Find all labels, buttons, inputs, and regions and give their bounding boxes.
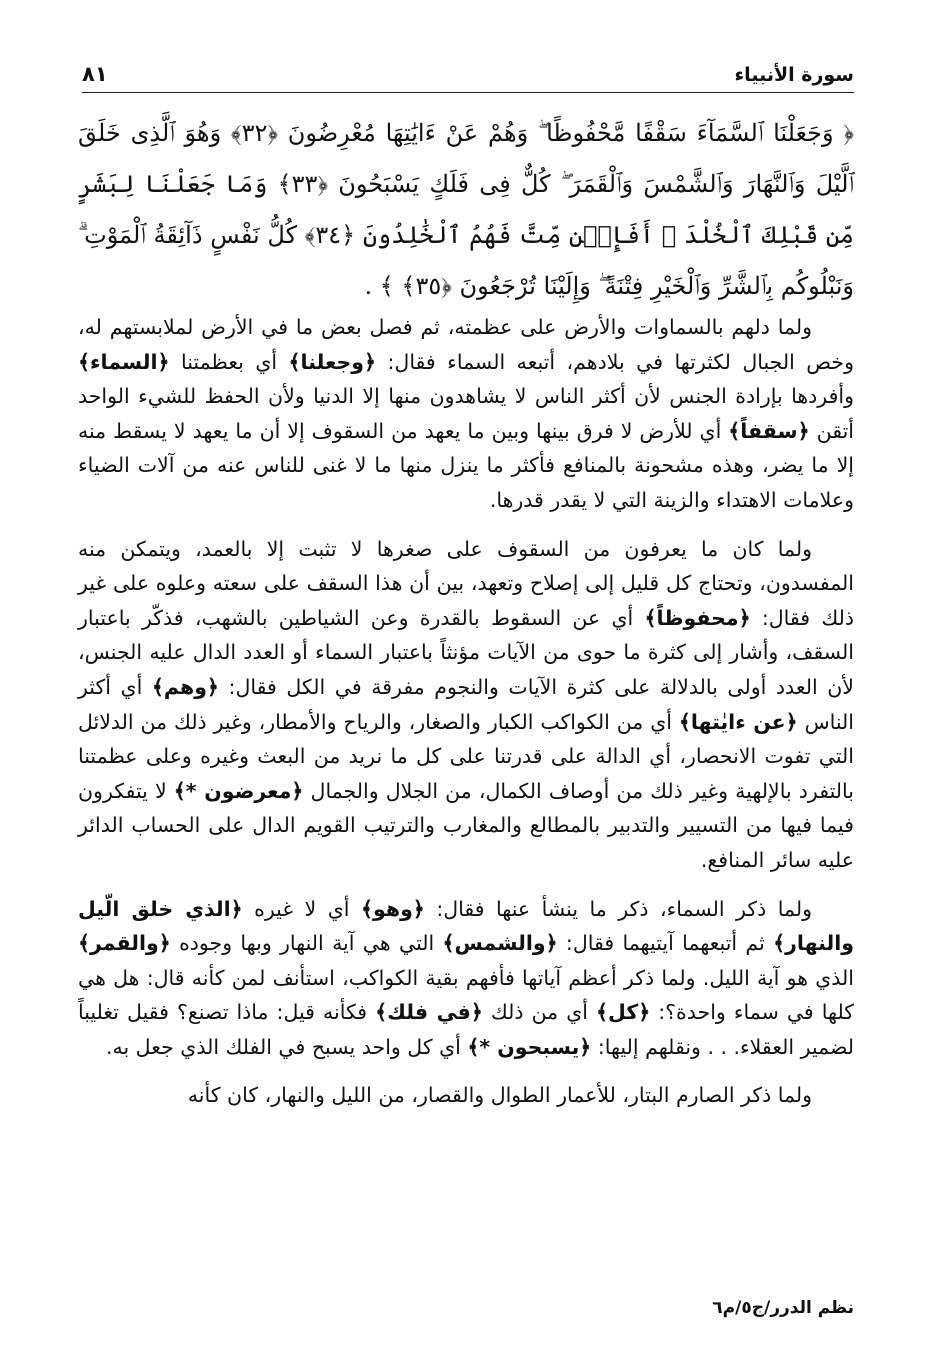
paragraph-2 [78,532,854,878]
text-run: أي لا غيره [242,896,361,921]
quran-citation: ﴿والقمر﴾ [78,931,171,956]
quran-citation: ﴿عن ءايٰتها﴾ [678,709,798,734]
text-run: أي من ذلك [482,1000,596,1025]
paragraph-1 [78,310,854,518]
text-run: أي للأرض لا فرق بينها وبين ما يعهد من السقوف إلا أن ما يعهد لا يسقط منه إلا ما يضر، وهذه مشحونة بالمنافع فأكثر ما ينزل منها ما لا غنى للناس عنه من آلات الضياء وعلامات الاهتداء والزينة التي لا يقدر قدرها. [78,418,854,512]
surah-title: سورة الأنبياء [734,64,854,86]
text-run: أي من الكواكب الكبار والصغار، والرياح والأمطار، وغير ذلك من الدلائل التي تفوت الانحصار، أي الدالة على قدرتنا على كل ما نريد من البعث وغيره وعلى عظمتنا بالتفرد بالإلهية وغير ذلك من أوصاف الكمال، من الجلال والجمال [78,709,854,803]
text-run: ولما كان ما يعرفون من السقوف على صغرها لا تثبت إلا بالعمد، ويتمكن منه المفسدون، وتحتاج كل قليل إلى إصلاح وتعهد، بين أن هذا السقف على سعته وعلوه على غير ذلك فقال: [78,536,854,630]
text-run: فكأنه قيل: ماذا تصنع؟ فقيل تغليباً لضمير العقلاء. . . ونقلهم إليها: [78,1000,854,1059]
footer-signature: نظم الدرر/ج٥/م٦ [712,1298,854,1318]
text-run: ولما دلهم بالسماوات والأرض على عظمته، ثم فصل بعض ما في الأرض لملابستهم له، وخص الجبال لكثرتها في بلادهم، أتبعه السماء فقال: [78,315,854,374]
commentary-text [78,310,854,1127]
quran-verses: ﴿ وَجَعَلْنَا ٱلسَّمَآءَ سَقْفًا مَّحْفُوظًا ۖ وَهُمْ عَنْ ءَايَٰتِهَا مُعْرِضُونَ ﴿٣٢﴾ وَهُوَ ٱلَّذِى خَلَقَ ٱلَّيْلَ وَٱلنَّهَارَ وَٱلشَّمْسَ وَٱلْقَمَرَ ۖ كُلٌّ فِى فَلَكٍ يَسْبَحُونَ ﴿٣٣﴾ وَمَا جَعَلْنَا لِبَشَرٍ مِّن قَبْلِكَ ٱلْخُلْدَ ۖ أَفَإِي۟ن مِّتَّ فَهُمُ ٱلْخَٰلِدُونَ ﴿٣٤﴾ كُلُّ نَفْسٍ ذَآئِقَةُ ٱلْمَوْتِ ۗ وَنَبْلُوكُم بِٱلشَّرِّ وَٱلْخَيْرِ فِتْنَةً ۖ وَإِلَيْنَا تُرْجَعُونَ ﴿٣٥﴾ ﴾ . [78,119,855,300]
quran-citation: ﴿وهو﴾ [360,896,425,921]
quran-citation: ﴿كل﴾ [595,1000,651,1025]
text-run: ولما ذكر الصارم البتار، للأعمار الطوال والقصار، من الليل والنهار، كان كأنه [187,1083,812,1108]
paragraph-4 [78,1078,854,1113]
text-run: ولما ذكر السماء، ذكر ما ينشأ عنها فقال: [424,896,812,921]
text-run: أي عن السقوط بالقدرة وعن الشياطين بالشهب، فذكّر باعتبار السقف، وأشار إلى كثرة ما حوى من الآيات مؤنثاً باعتبار السماء أو العدد الدال عليه الجنس، لأن العدد أولى بالدلالة على كثرة الآيات والنجوم مفرقة في الكل فقال: [78,605,854,699]
quran-citation: ﴿سقفاً﴾ [728,418,810,443]
quran-citation: ﴿الذي خلق الّيل والنهار﴾ [78,896,854,956]
text-run: أي كل واحد يسبح في الفلك الذي جعل به. [105,1034,468,1059]
text-run: الذي هو آية الليل. ولما ذكر أعظم آياتها فأفهم بقية الكواكب، استأنف لمن كأنه قال: هل هي كلها في سماء واحدة؟: [78,965,854,1025]
quran-citation: ﴿يسبحون *﴾ [467,1034,592,1059]
text-run: أي بعظمتنا [169,349,289,374]
text-run: التي هي آية النهار وبها وجوده [170,931,443,956]
quran-citation: ﴿معرضون *﴾ [173,778,304,803]
page-header [82,62,854,93]
quran-citation: ﴿والشمس﴾ [442,931,558,956]
quran-citation: ﴿في فلك﴾ [375,1000,483,1025]
quran-citation: ﴿وهم﴾ [151,674,219,699]
text-run: لا يتفكرون فيما فيها من التسيير والتدبير بالمطالع والمغارب والترتيب القويم الدال على الحساب الدائر عليه سائر المنافع. [78,778,854,872]
text-run: أي أكثر الناس [78,674,854,734]
quran-citation: ﴿محفوظاً﴾ [644,605,751,630]
page-number: ٨١ [82,62,108,86]
text-run: وأفردها بإرادة الجنس لأن أكثر الناس لا يشاهدون منها إلا الدنيا ولأن الحفظ للشيء الواحد أتقن [78,384,854,443]
text-run: ثم أتبعهما آيتيهما فقال: [557,931,774,956]
paragraph-3 [78,892,854,1065]
quran-citation: ﴿وجعلنا﴾ [288,349,377,374]
quran-citation: ﴿السماء﴾ [78,349,170,374]
